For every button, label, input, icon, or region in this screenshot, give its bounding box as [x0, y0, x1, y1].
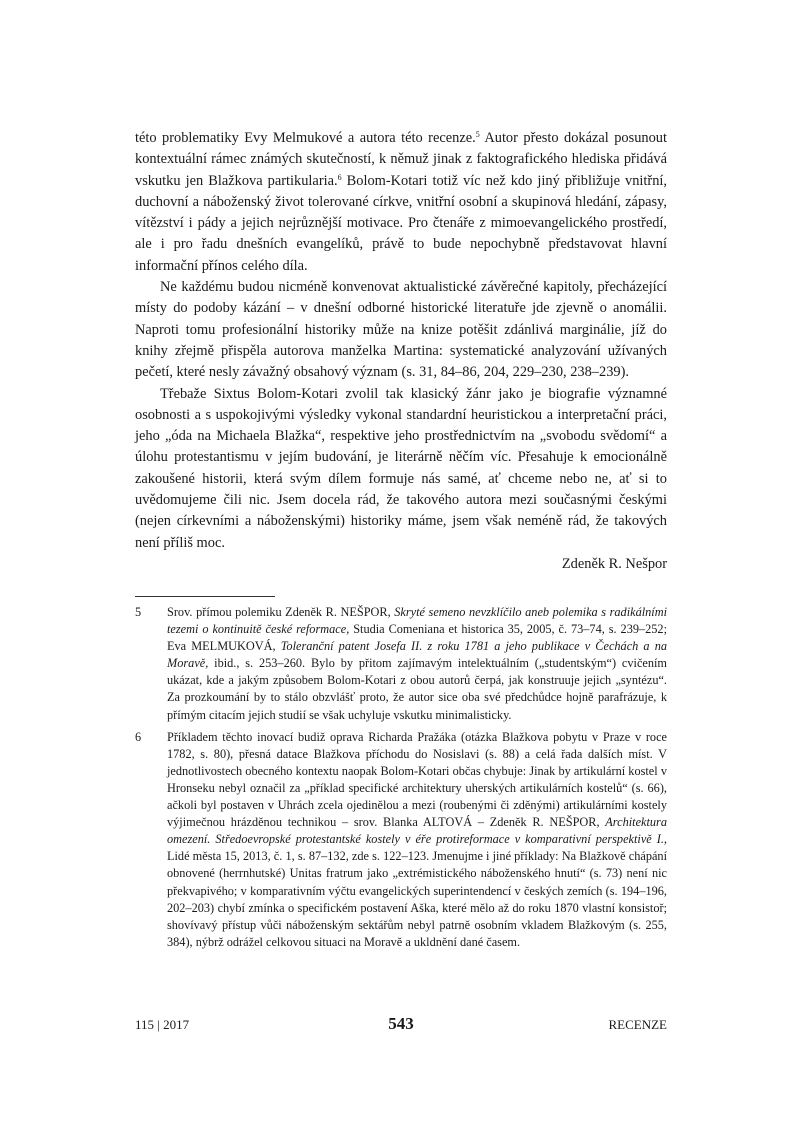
paragraph-3: [135, 384, 667, 554]
text-run: Třebaže Sixtus Bolom-Kotari zvolil tak klasický žánr jako je biografie významné osobnosti a s uspokojivými výsledky vykonal standardní heuristickou a interpretační práci, jeho „óda na Michaela Blažka“, respektive jeho prostřednictvím na „svobodu svědomí“ a úlohu protestantismu v jejím budování, je literárně něčím víc. Přesahuje k emocionálně zakoušené historii, která svým dílem formuje nás samé, ať chceme nebo ne, ať si to uvědomujeme čili nic. Jsem docela rád, že takového autora mezi současnými českými (nejen církevními a náboženskými) historiky máme, jsem však neméně rád, že takových není příliš moc.: [135, 385, 667, 551]
text-run: ibid., s. 253–260. Bylo by přitom zajímavým intelektuálním („studentským“) cvičením ukázat, kde a jakým způsobem Bolom-Kotari z obou autorů čerpá, jak konstruuje jejich „syntézu“. Za prozkoumání by to stálo obzvlášť proto, že autor sice oba své předchůdce hojně parafrázuje, k přímým citacím jejich studií se však uchyluje vskutku minimalisticky.: [167, 656, 667, 722]
text-run: Lidé města 15, 2013, č. 1, s. 87–132, zde s. 122–123. Jmenujme i jiné příklady: Na Blažkově chápání obnovené (herrnhutské) Unitas fratrum jako „extrémistického náboženského hnutí“ (s. 73) není nic překvapivého; v komparativním výčtu evangelických superintendencí v českých zemích (s. 194–196, 202–203) chybí zmínka o specifickém postavení Aška, které mělo až do roku 1870 vlastní konsistoř; shovívavý přístup vůči náboženským sektářům nebyl patrně osobním vkladem Blažkovým (s. 255, 384), nýbrž odrážel celkovou situaci na Moravě a ukldnění dané časem.: [167, 849, 667, 949]
text-run: Bolom-Kotari totiž víc než kdo jiný přibližuje vnitřní, duchovní a náboženský život tolerované církve, vnitřní osobní a skupinová hledání, zápasy, vítězství i pády a jejich nejrůznější motivace. Pro čtenáře z mimoevangelického prostředí, ale i pro řadu dnešních evangelíků, právě to bude nepochybně představovat hlavní informační přínos celého díla.: [135, 172, 667, 274]
italic-title: Toleranční patent Josefa II. z roku 1781 a jeho publikace v Čechách a na Moravě,: [167, 639, 667, 671]
text-run: Srov. přímou polemiku Zdeněk R. NEŠPOR,: [167, 605, 395, 619]
issue-label: 115 | 2017: [135, 1017, 190, 1032]
footnote-reference: 6: [337, 172, 342, 182]
main-text: [135, 128, 667, 575]
footnote-text: [167, 605, 667, 722]
section-label: RECENZE: [608, 1017, 667, 1032]
reviewer-signature: Zdeněk R. Nešpor: [561, 555, 667, 572]
footnote-separator: [135, 596, 275, 597]
footnote-number: 6: [135, 729, 142, 744]
text-run: této problematiky Evy Melmukové a autora této recenze.: [135, 130, 476, 146]
footnote-text: [167, 730, 667, 949]
text-run: Příkladem těchto inovací budiž oprava Richarda Pražáka (otázka Blažkova pobytu v Praze v roce 1782, s. 80), přesná datace Blažkova příchodu do Nosislavi (s. 88) a celá řada dalších míst. V jednotlivostech obecného kontextu naopak Bolom-Kotari občas chybuje: Jinak by artikulární kostel v Hronseku nebyl označil za „příklad specifické architektury uherských artikulárních kostelů“ (s. 66), ačkoli byl postaven v Uhrách zcela ojedinělou a mezi (roubenými či zděnými) artikulárními kostely výjimečnou hrázděnou technikou – srov. Blanka ALTOVÁ – Zdeněk R. NEŠPOR,: [167, 729, 667, 830]
italic-title: Skryté semeno nevzklíčilo aneb polemika s radikálními tezemi o kontinuitě české reformace,: [167, 605, 667, 637]
text-run: Ne každému budou nicméně konvenovat aktualistické závěrečné kapitoly, přecházející místy do podoby kázání – v dnešní odborné historické literatuře jde zjevně o anomálii. Naproti tomu profesionální historiky může na knize potěšit zdánlivá marginálie, jíž do knihy zřejmě přispěla autorova manželka Martina: systematické analyzování užívaných pečetí, které nesly závažný obsahový význam (s. 31, 84–86, 204, 229–230, 238–239).: [135, 279, 667, 381]
page-number: 543: [388, 1014, 414, 1033]
italic-title: Architektura omezení. Středoevropské protestantské kostely v éře protireformace v komparativní perspektivě I.,: [167, 815, 667, 847]
text-run: Studia Comeniana et historica 35, 2005, č. 73–74, s. 239–252; Eva MELMUKOVÁ,: [167, 622, 667, 654]
paragraph-1: [135, 128, 667, 277]
page-footer: [135, 1015, 667, 1037]
footnote-number: 5: [135, 605, 142, 619]
text-run: Autor přesto dokázal posunout kontextuální rámec známých skutečností, k němuž jinak z faktografického hlediska přidává vskutku jen Blažkova partikularia.: [135, 130, 667, 189]
footnote-reference: 5: [475, 130, 480, 139]
paragraph-2: [135, 277, 667, 383]
footnotes: [135, 604, 667, 956]
footnote-6: [135, 729, 667, 951]
footnote-5: [135, 604, 667, 724]
